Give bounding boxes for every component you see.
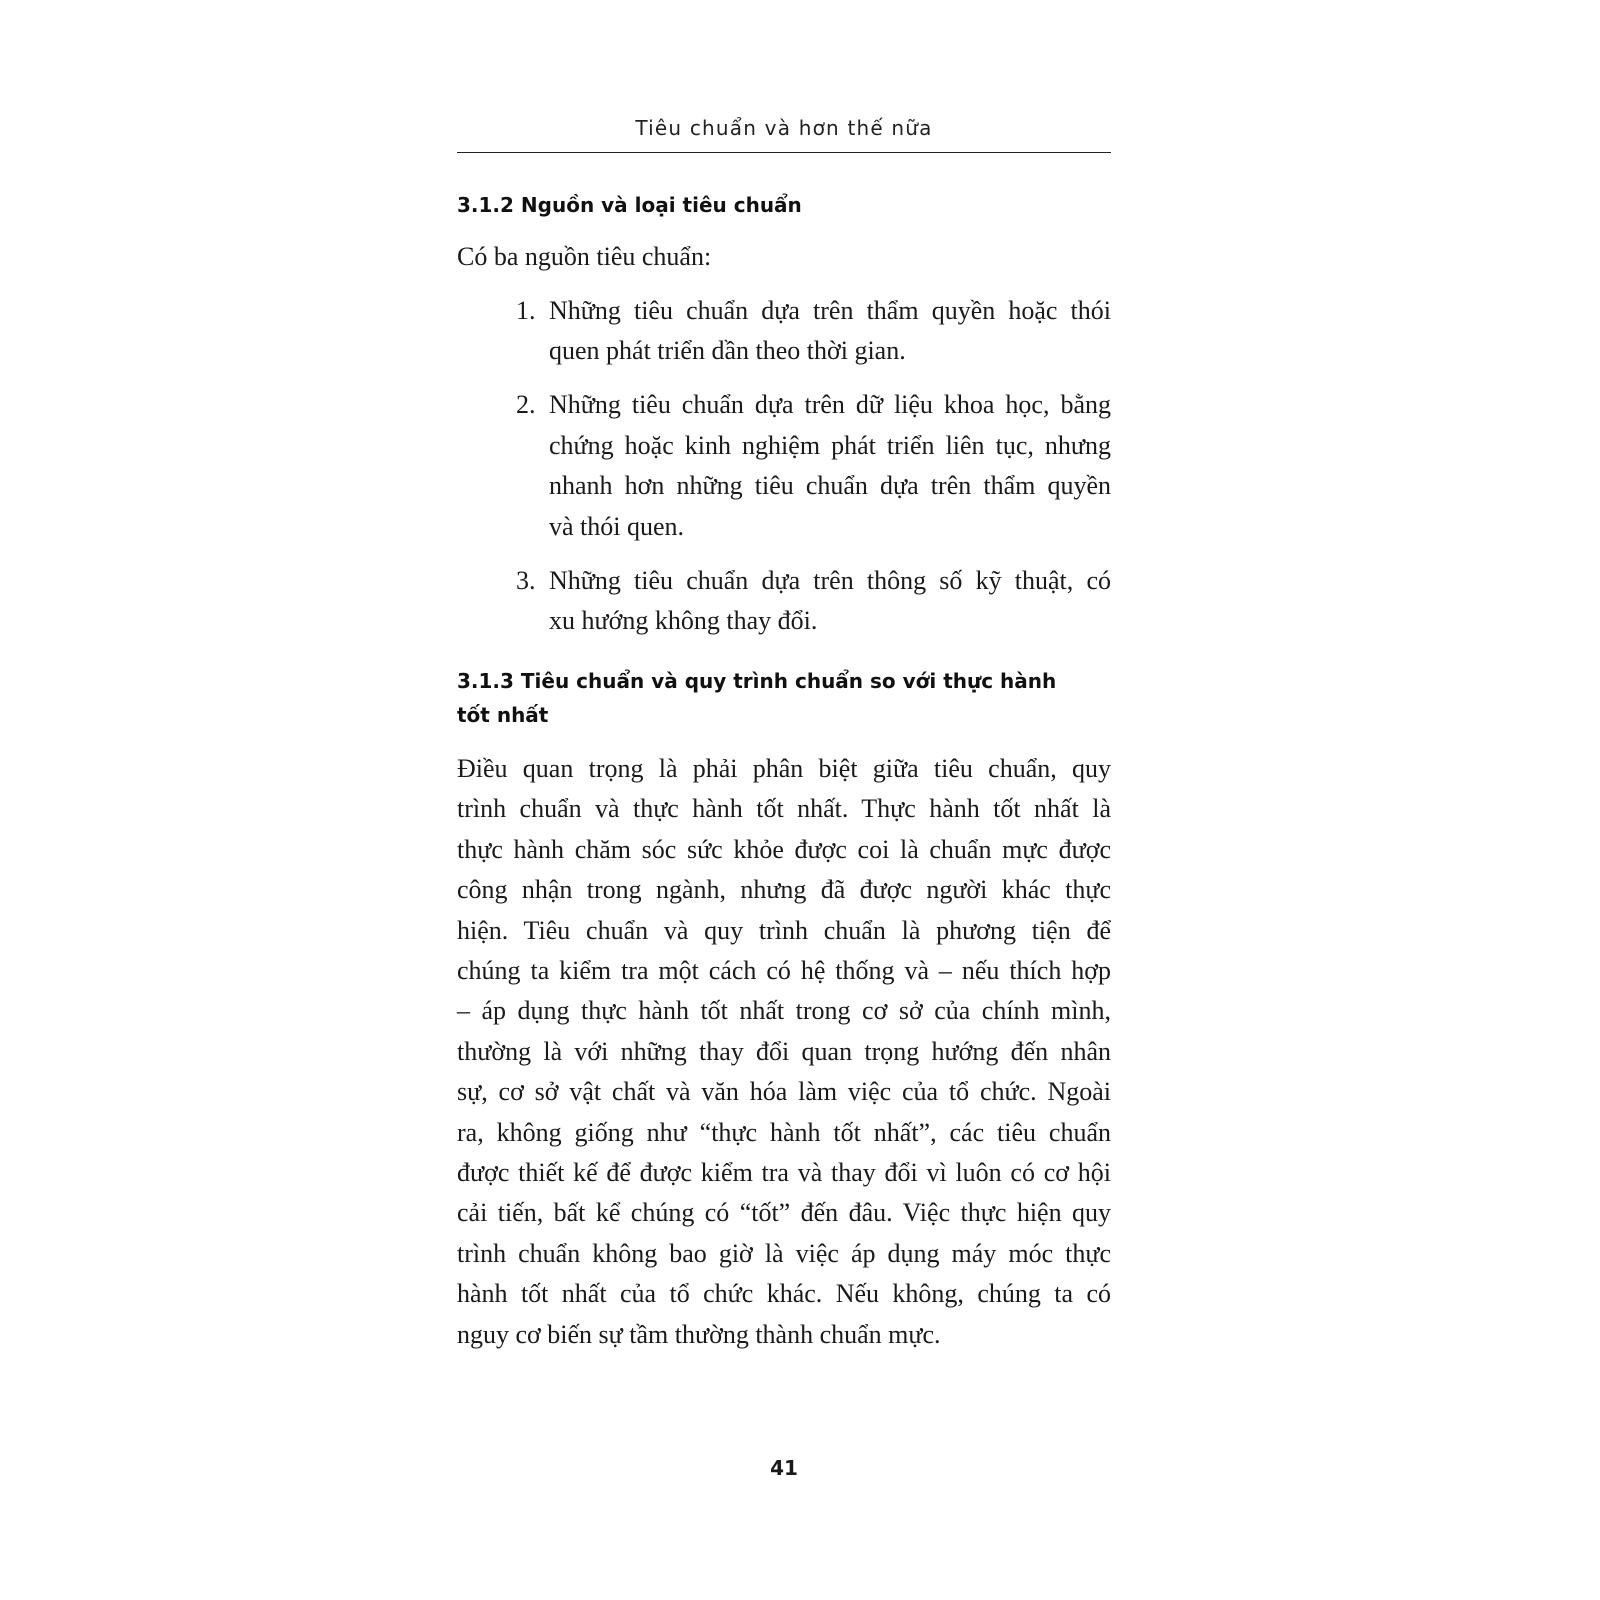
text-line: Những tiêu chuẩn dựa trên thẩm quyền hoặc thói — [549, 296, 1111, 325]
running-header: Tiêu chuẩn và hơn thế nữa — [635, 116, 933, 140]
text-line: sự, cơ sở vật chất và văn hóa làm việc của tổ chức. Ngoài — [457, 1077, 1111, 1107]
text-line: Những tiêu chuẩn dựa trên dữ liệu khoa học, bằng — [549, 390, 1111, 420]
sources-list — [516, 291, 1111, 655]
text-line: thực hành chăm sóc sức khỏe được coi là chuẩn mực được — [457, 834, 1111, 864]
list-item — [516, 291, 1111, 372]
text-line: quen phát triển dần theo thời gian. — [549, 336, 906, 366]
text-line: Những tiêu chuẩn dựa trên thông số kỹ thuật, có — [549, 565, 1111, 595]
text-line: chứng hoặc kinh nghiệm phát triển liên tục, nhưng — [549, 430, 1111, 460]
section-heading-3-1-3 — [457, 664, 1111, 732]
text-line: thường là với những thay đổi quan trọng hướng đến nhân — [457, 1036, 1111, 1066]
section-heading-3-1-2: 3.1.2 Nguồn và loại tiêu chuẩn — [457, 193, 802, 217]
list-number: 3. — [516, 565, 536, 595]
header-rule — [457, 152, 1111, 153]
list-text — [549, 291, 1111, 372]
text-line: được thiết kế để được kiểm tra và thay đổi vì luôn có cơ hội — [457, 1158, 1111, 1188]
text-line: nguy cơ biến sự tầm thường thành chuẩn mực. — [457, 1319, 941, 1349]
text-line: hiện. Tiêu chuẩn và quy trình chuẩn là phương tiện để — [457, 915, 1111, 945]
list-item — [516, 561, 1111, 642]
text-line: Điều quan trọng là phải phân biệt giữa tiêu chuẩn, quy — [457, 754, 1111, 783]
list-number: 2. — [516, 390, 536, 420]
text-line: xu hướng không thay đổi. — [549, 606, 818, 636]
text-line: ra, không giống như “thực hành tốt nhất”, các tiêu chuẩn — [457, 1117, 1111, 1147]
list-text — [549, 385, 1111, 547]
text-line: hành tốt nhất của tổ chức khác. Nếu không, chúng ta có — [457, 1279, 1111, 1309]
list-text — [549, 561, 1111, 642]
body-paragraph — [457, 749, 1111, 1355]
list-number: 1. — [516, 296, 536, 325]
text-line: và thói quen. — [549, 511, 685, 541]
heading-line: tốt nhất — [457, 703, 549, 727]
text-line: trình chuẩn không bao giờ là việc áp dụng máy móc thực — [457, 1238, 1111, 1268]
text-line: – áp dụng thực hành tốt nhất trong cơ sở của chính mình, — [457, 996, 1111, 1026]
text-line: công nhận trong ngành, nhưng đã được người khác thực — [457, 875, 1111, 905]
text-line: trình chuẩn và thực hành tốt nhất. Thực hành tốt nhất là — [457, 794, 1111, 824]
text-line: chúng ta kiểm tra một cách có hệ thống và – nếu thích hợp — [457, 956, 1111, 986]
intro-text: Có ba nguồn tiêu chuẩn: — [457, 242, 712, 271]
text-line: cải tiến, bất kể chúng có “tốt” đến đâu. Việc thực hiện quy — [457, 1198, 1111, 1228]
page-number: 41 — [770, 1456, 798, 1480]
text-line: nhanh hơn những tiêu chuẩn dựa trên thẩm quyền — [549, 471, 1111, 501]
list-item — [516, 385, 1111, 547]
heading-line: 3.1.3 Tiêu chuẩn và quy trình chuẩn so với thực hành — [457, 669, 1057, 693]
